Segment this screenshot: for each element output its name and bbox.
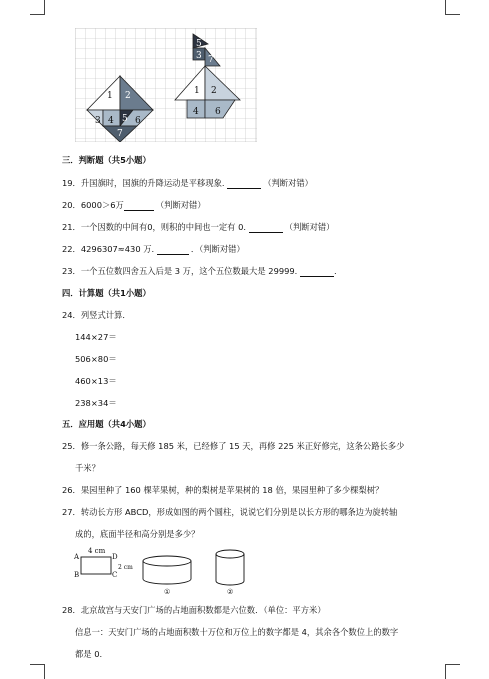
question-27-cont: 成的，底面半径和高分别是多少？: [75, 529, 200, 539]
question-number: 26．: [62, 485, 81, 495]
question-22: [62, 243, 245, 255]
tangram-figure: [75, 28, 257, 142]
question-28-info-1-cont: 都是 0.: [75, 649, 103, 659]
calc-item-2: 506×80＝: [75, 354, 117, 364]
rectangle-cylinders-figure: [72, 545, 252, 597]
label-right-5: 5: [196, 39, 202, 49]
label-right-4: 4: [193, 107, 199, 117]
label-right-1: 1: [194, 86, 200, 96]
rect-width-label: 4 cm: [88, 547, 106, 555]
question-number: 27．: [62, 507, 81, 517]
question-28: [62, 604, 326, 616]
question-number: 20．: [62, 200, 81, 210]
question-text: 一个因数的中间有0，则积的中间也一定有 0.: [80, 222, 247, 232]
question-text: 4296307≈430 万.: [80, 244, 155, 254]
question-number: 28．: [62, 605, 81, 615]
question-text: 转动长方形 ABCD，形成如图的两个圆柱，说说它们分别是以长方形的哪条边为旋转轴: [80, 507, 398, 517]
label-left-3: 3: [95, 116, 101, 126]
crop-mark-bottom-right: [445, 664, 460, 679]
question-27: [62, 506, 397, 518]
rectangle-abcd: [81, 557, 111, 574]
question-19: [62, 177, 313, 189]
cylinder-2: [216, 550, 244, 585]
answer-blank[interactable]: [124, 200, 154, 211]
cylinder-1-label: ①: [164, 588, 171, 596]
answer-blank[interactable]: [157, 244, 189, 255]
question-hint: （判断对错）: [263, 178, 313, 188]
label-right-6: 6: [215, 107, 221, 117]
answer-blank[interactable]: [300, 266, 334, 277]
label-right-2: 2: [211, 86, 217, 96]
question-24: [62, 309, 131, 321]
question-26: [62, 484, 383, 496]
question-20: [62, 199, 206, 211]
question-number: 22．: [62, 244, 81, 254]
cylinder-2-label: ②: [227, 588, 234, 596]
question-text: 升国旗时，国旗的升降运动是平移现象.: [80, 178, 225, 188]
section-title-judge: 三．判断题（共5小题）: [62, 155, 151, 165]
question-text: 一个五位数四舍五入后是 3 万，这个五位数最大是 29999.: [80, 266, 298, 276]
question-28-info-1: 信息一：天安门广场的占地面积数十万位和万位上的数字都是 4，其余各个数位上的数字: [75, 627, 399, 637]
label-left-6: 6: [135, 116, 141, 126]
calc-item-3: 460×13＝: [75, 376, 117, 386]
label-left-2: 2: [125, 91, 131, 101]
question-number: 19．: [62, 178, 81, 188]
calc-item-1: 144×27＝: [75, 332, 117, 342]
section-title-apply: 五．应用题（共4小题）: [62, 419, 151, 429]
rect-label-b: B: [74, 571, 80, 579]
cylinder-1: [143, 556, 191, 584]
question-number: 23．: [62, 266, 81, 276]
question-hint: （判断对错）: [284, 222, 335, 232]
rect-label-c: C: [112, 571, 118, 579]
question-number: 24．: [62, 310, 81, 320]
crop-mark-top-right: [445, 0, 460, 15]
question-hint: .: [333, 266, 337, 276]
question-21: [62, 221, 334, 233]
question-text: 北京故宫与天安门广场的占地面积数都是六位数．（单位：平方米）: [80, 605, 326, 615]
answer-blank[interactable]: [249, 222, 283, 233]
section-title-calc: 四．计算题（共1小题）: [62, 288, 151, 298]
question-text: 6000＞6万: [80, 200, 124, 210]
rect-height-label: 2 cm: [118, 564, 133, 571]
question-number: 21．: [62, 222, 81, 232]
rect-label-d: D: [112, 553, 118, 561]
label-left-4: 4: [108, 116, 114, 126]
answer-blank[interactable]: [227, 178, 261, 189]
rect-label-a: A: [74, 553, 80, 561]
question-23: [62, 265, 337, 277]
label-left-7: 7: [117, 129, 123, 139]
crop-mark-top-left: [30, 0, 45, 15]
label-left-1: 1: [107, 91, 113, 101]
question-text: 果园里种了 160 棵苹果树，种的梨树是苹果树的 18 倍，果园里种了多少棵梨树？: [80, 485, 384, 495]
question-text: 修一条公路，每天修 185 米，已经修了 15 天，再修 225 米正好修完，这条公路长多少: [80, 441, 405, 451]
question-text: 列竖式计算．: [80, 310, 131, 320]
question-25: [62, 440, 404, 452]
label-right-3: 3: [196, 51, 202, 61]
question-hint: ．（判断对错）: [190, 244, 245, 254]
crop-mark-bottom-left: [30, 664, 45, 679]
label-right-7: 7: [208, 55, 214, 65]
question-hint: （判断对错）: [155, 200, 206, 210]
calc-item-4: 238×34＝: [75, 398, 117, 408]
question-25-cont: 千米？: [75, 463, 100, 473]
question-number: 25．: [62, 441, 81, 451]
label-left-5: 5: [122, 114, 128, 124]
